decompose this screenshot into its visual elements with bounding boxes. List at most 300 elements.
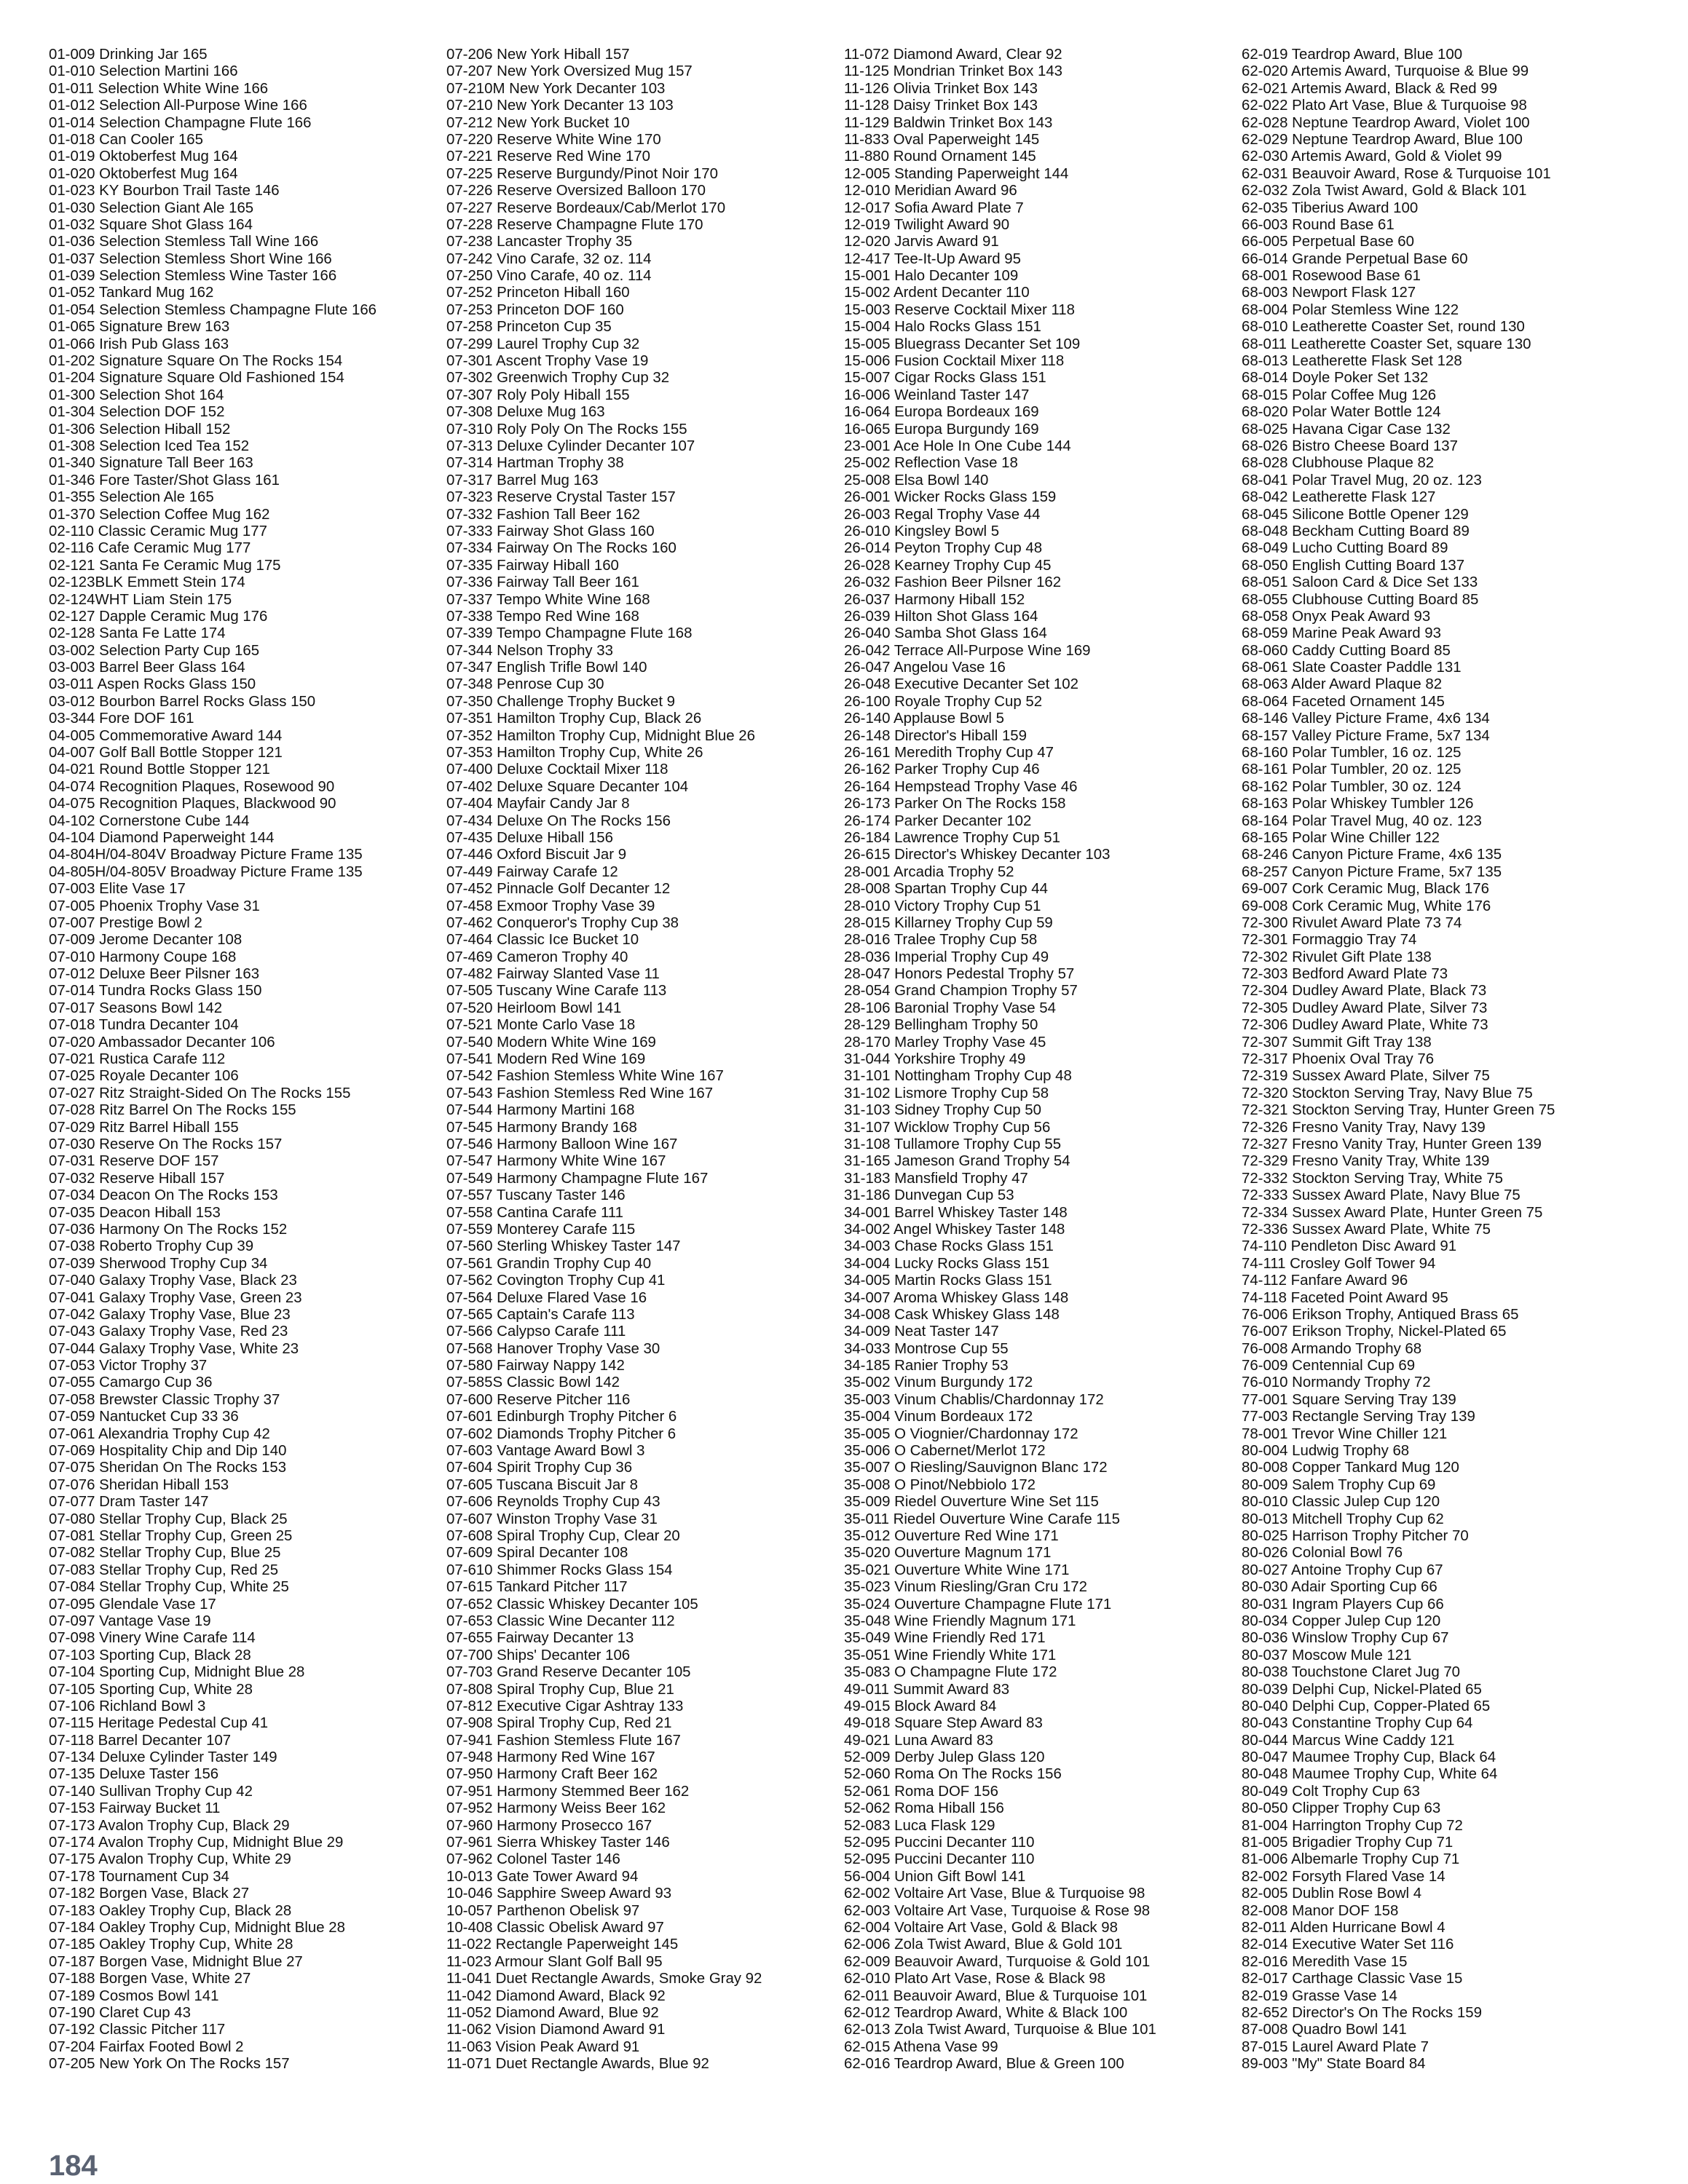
index-entry: 07-174 Avalon Trophy Cup, Midnight Blue 29 bbox=[49, 1835, 344, 1851]
index-entry: 68-050 English Cutting Board 137 bbox=[1242, 557, 1465, 574]
index-entry: 01-037 Selection Stemless Short Wine 166 bbox=[49, 250, 332, 267]
index-entry: 01-011 Selection White Wine 166 bbox=[49, 80, 269, 97]
index-entry: 80-008 Copper Tankard Mug 120 bbox=[1242, 1460, 1459, 1476]
index-entry: 04-804H/04-804V Broadway Picture Frame 135 bbox=[49, 847, 363, 863]
index-entry: 07-007 Prestige Bowl 2 bbox=[49, 914, 202, 931]
index-entry: 69-008 Cork Ceramic Mug, White 176 bbox=[1242, 898, 1491, 914]
index-entry: 07-003 Elite Vase 17 bbox=[49, 881, 186, 898]
index-entry: 68-048 Beckham Cutting Board 89 bbox=[1242, 523, 1470, 539]
index-entry: 35-049 Wine Friendly Red 171 bbox=[844, 1630, 1046, 1647]
index-entry: 68-164 Polar Travel Mug, 40 oz. 123 bbox=[1242, 812, 1482, 829]
index-entry: 07-547 Harmony White Wine 167 bbox=[446, 1153, 666, 1170]
index-entry: 01-020 Oktoberfest Mug 164 bbox=[49, 165, 238, 182]
index-entry: 07-655 Fairway Decanter 13 bbox=[446, 1630, 634, 1647]
index-entry: 25-002 Reflection Vase 18 bbox=[844, 455, 1018, 472]
index-entry: 01-054 Selection Stemless Champagne Flute 166 bbox=[49, 301, 376, 318]
index-entry: 35-048 Wine Friendly Magnum 171 bbox=[844, 1613, 1076, 1629]
index-entry: 80-025 Harrison Trophy Pitcher 70 bbox=[1242, 1527, 1469, 1544]
index-entry: 15-007 Cigar Rocks Glass 151 bbox=[844, 370, 1046, 387]
index-entry: 07-543 Fashion Stemless Red Wine 167 bbox=[446, 1085, 714, 1101]
index-entry: 66-003 Round Base 61 bbox=[1242, 216, 1395, 233]
index-entry: 07-948 Harmony Red Wine 167 bbox=[446, 1749, 655, 1766]
index-entry: 34-001 Barrel Whiskey Taster 148 bbox=[844, 1204, 1068, 1221]
index-entry: 07-084 Stellar Trophy Cup, White 25 bbox=[49, 1579, 289, 1596]
index-entry: 28-047 Honors Pedestal Trophy 57 bbox=[844, 966, 1075, 983]
index-entry: 03-344 Fore DOF 161 bbox=[49, 711, 194, 727]
index-entry: 07-402 Deluxe Square Decanter 104 bbox=[446, 778, 689, 795]
index-entry: 81-004 Harrington Trophy Cup 72 bbox=[1242, 1817, 1463, 1834]
index-entry: 74-110 Pendleton Disc Award 91 bbox=[1242, 1238, 1457, 1255]
index-entry: 01-009 Drinking Jar 165 bbox=[49, 47, 208, 63]
index-entry: 01-030 Selection Giant Ale 165 bbox=[49, 199, 254, 216]
index-entry: 07-250 Vino Carafe, 40 oz. 114 bbox=[446, 268, 652, 285]
index-entry: 03-002 Selection Party Cup 165 bbox=[49, 642, 260, 659]
index-entry: 26-032 Fashion Beer Pilsner 162 bbox=[844, 574, 1062, 591]
index-entry: 23-001 Ace Hole In One Cube 144 bbox=[844, 438, 1071, 454]
index-entry: 72-329 Fresno Vanity Tray, White 139 bbox=[1242, 1153, 1490, 1170]
index-entry: 01-066 Irish Pub Glass 163 bbox=[49, 336, 229, 352]
index-entry: 07-258 Princeton Cup 35 bbox=[446, 319, 612, 336]
index-entry: 49-011 Summit Award 83 bbox=[844, 1681, 1010, 1698]
index-entry: 07-469 Cameron Trophy 40 bbox=[446, 949, 628, 965]
index-entry: 80-043 Constantine Trophy Cup 64 bbox=[1242, 1715, 1473, 1732]
index-entry: 07-462 Conqueror's Trophy Cup 38 bbox=[446, 914, 679, 931]
index-entry: 07-540 Modern White Wine 169 bbox=[446, 1034, 656, 1051]
index-entry: 07-505 Tuscany Wine Carafe 113 bbox=[446, 983, 667, 1000]
index-entry: 12-417 Tee-It-Up Award 95 bbox=[844, 250, 1021, 267]
index-entry: 11-023 Armour Slant Golf Ball 95 bbox=[446, 1953, 663, 1970]
index-entry: 07-220 Reserve White Wine 170 bbox=[446, 131, 661, 148]
index-entry: 11-880 Round Ornament 145 bbox=[844, 149, 1036, 165]
index-entry: 68-160 Polar Tumbler, 16 oz. 125 bbox=[1242, 745, 1462, 761]
index-entry: 07-030 Reserve On The Rocks 157 bbox=[49, 1136, 283, 1152]
index-entry: 35-004 Vinum Bordeaux 172 bbox=[844, 1409, 1033, 1425]
index-entry: 68-061 Slate Coaster Paddle 131 bbox=[1242, 660, 1462, 676]
index-entry: 16-065 Europa Burgundy 169 bbox=[844, 421, 1039, 438]
index-entry: 82-008 Manor DOF 158 bbox=[1242, 1902, 1399, 1919]
index-entry: 68-042 Leatherette Flask 127 bbox=[1242, 489, 1436, 506]
index-entry: 35-083 O Champagne Flute 172 bbox=[844, 1664, 1057, 1681]
index-entry: 01-032 Square Shot Glass 164 bbox=[49, 216, 253, 233]
index-entry: 26-039 Hilton Shot Glass 164 bbox=[844, 608, 1038, 625]
index-entry: 87-008 Quadro Bowl 141 bbox=[1242, 2022, 1407, 2038]
index-entry: 28-001 Arcadia Trophy 52 bbox=[844, 863, 1014, 880]
index-entry: 68-003 Newport Flask 127 bbox=[1242, 285, 1416, 301]
index-entry: 07-226 Reserve Oversized Balloon 170 bbox=[446, 183, 706, 199]
index-entry: 62-002 Voltaire Art Vase, Blue & Turquoise 98 bbox=[844, 1886, 1145, 1902]
index-entry: 07-317 Barrel Mug 163 bbox=[446, 472, 599, 488]
index-entry: 56-004 Union Gift Bowl 141 bbox=[844, 1868, 1026, 1885]
index-entry: 68-015 Polar Coffee Mug 126 bbox=[1242, 387, 1437, 403]
index-entry: 07-580 Fairway Nappy 142 bbox=[446, 1358, 625, 1374]
index-entry: 72-326 Fresno Vanity Tray, Navy 139 bbox=[1242, 1119, 1486, 1136]
index-entry: 07-562 Covington Trophy Cup 41 bbox=[446, 1273, 666, 1289]
index-entry: 31-186 Dunvegan Cup 53 bbox=[844, 1187, 1014, 1204]
index-entry: 72-317 Phoenix Oval Tray 76 bbox=[1242, 1051, 1435, 1068]
index-entry: 62-012 Teardrop Award, White & Black 100 bbox=[844, 2004, 1128, 2021]
index-entry: 72-334 Sussex Award Plate, Hunter Green 75 bbox=[1242, 1204, 1543, 1221]
index-entry: 28-016 Tralee Trophy Cup 58 bbox=[844, 932, 1038, 949]
index-entry: 07-009 Jerome Decanter 108 bbox=[49, 932, 242, 949]
index-entry: 15-001 Halo Decanter 109 bbox=[844, 268, 1019, 285]
index-entry: 72-301 Formaggio Tray 74 bbox=[1242, 932, 1417, 949]
index-entry: 82-019 Grasse Vase 14 bbox=[1242, 1987, 1397, 2004]
index-entry: 26-162 Parker Trophy Cup 46 bbox=[844, 761, 1040, 778]
index-entry: 12-010 Meridian Award 96 bbox=[844, 183, 1017, 199]
index-entry: 72-304 Dudley Award Plate, Black 73 bbox=[1242, 983, 1487, 1000]
index-entry: 72-319 Sussex Award Plate, Silver 75 bbox=[1242, 1068, 1490, 1085]
index-entry: 80-050 Clipper Trophy Cup 63 bbox=[1242, 1800, 1441, 1817]
index-entry: 07-076 Sheridan Hiball 153 bbox=[49, 1476, 229, 1493]
index-entry: 07-044 Galaxy Trophy Vase, White 23 bbox=[49, 1340, 299, 1357]
index-entry: 01-304 Selection DOF 152 bbox=[49, 404, 225, 421]
index-entry: 02-128 Santa Fe Latte 174 bbox=[49, 625, 226, 642]
index-entry: 03-012 Bourbon Barrel Rocks Glass 150 bbox=[49, 693, 316, 710]
index-entry: 72-300 Rivulet Award Plate 73 74 bbox=[1242, 914, 1462, 931]
index-entry: 07-703 Grand Reserve Decanter 105 bbox=[446, 1664, 691, 1681]
index-entry: 07-952 Harmony Weiss Beer 162 bbox=[446, 1800, 666, 1817]
index-entry: 62-004 Voltaire Art Vase, Gold & Black 98 bbox=[844, 1919, 1118, 1936]
index-entry: 81-005 Brigadier Trophy Cup 71 bbox=[1242, 1835, 1454, 1851]
index-entry: 11-041 Duet Rectangle Awards, Smoke Gray 92 bbox=[446, 1971, 762, 1987]
index-entry: 68-014 Doyle Poker Set 132 bbox=[1242, 370, 1429, 387]
index-entry: 26-100 Royale Trophy Cup 52 bbox=[844, 693, 1043, 710]
index-entry: 15-005 Bluegrass Decanter Set 109 bbox=[844, 336, 1081, 352]
index-entry: 07-228 Reserve Champagne Flute 170 bbox=[446, 216, 703, 233]
index-entry: 07-337 Tempo White Wine 168 bbox=[446, 591, 650, 608]
index-entry: 07-041 Galaxy Trophy Vase, Green 23 bbox=[49, 1289, 302, 1306]
index-entry: 07-908 Spiral Trophy Cup, Red 21 bbox=[446, 1715, 672, 1732]
index-entry: 07-950 Harmony Craft Beer 162 bbox=[446, 1766, 658, 1783]
index-entry: 07-521 Monte Carlo Vase 18 bbox=[446, 1017, 636, 1034]
index-entry: 07-040 Galaxy Trophy Vase, Black 23 bbox=[49, 1273, 297, 1289]
index-entry: 68-025 Havana Cigar Case 132 bbox=[1242, 421, 1451, 438]
index-entry: 28-054 Grand Champion Trophy 57 bbox=[844, 983, 1078, 1000]
index-entry: 62-020 Artemis Award, Turquoise & Blue 99 bbox=[1242, 63, 1529, 80]
index-entry: 72-307 Summit Gift Tray 138 bbox=[1242, 1034, 1432, 1051]
index-entry: 07-541 Modern Red Wine 169 bbox=[446, 1051, 646, 1068]
index-entry: 66-014 Grande Perpetual Base 60 bbox=[1242, 250, 1468, 267]
index-entry: 07-812 Executive Cigar Ashtray 133 bbox=[446, 1698, 684, 1714]
index-entry: 68-058 Onyx Peak Award 93 bbox=[1242, 608, 1431, 625]
index-entry: 80-039 Delphi Cup, Nickel-Plated 65 bbox=[1242, 1681, 1482, 1698]
index-entry: 07-027 Ritz Straight-Sided On The Rocks 155 bbox=[49, 1085, 351, 1101]
index-entry: 07-604 Spirit Trophy Cup 36 bbox=[446, 1460, 633, 1476]
index-entry: 07-615 Tankard Pitcher 117 bbox=[446, 1579, 628, 1596]
index-entry: 49-015 Block Award 84 bbox=[844, 1698, 997, 1714]
index-entry: 07-652 Classic Whiskey Decanter 105 bbox=[446, 1596, 698, 1613]
index-entry: 68-064 Faceted Ornament 145 bbox=[1242, 693, 1445, 710]
index-entry: 68-162 Polar Tumbler, 30 oz. 124 bbox=[1242, 778, 1462, 795]
index-entry: 68-001 Rosewood Base 61 bbox=[1242, 268, 1421, 285]
index-entry: 07-585S Classic Bowl 142 bbox=[446, 1374, 620, 1391]
index-entry: 26-042 Terrace All-Purpose Wine 169 bbox=[844, 642, 1091, 659]
index-entry: 62-022 Plato Art Vase, Blue & Turquoise 98 bbox=[1242, 98, 1527, 114]
index-entry: 07-175 Avalon Trophy Cup, White 29 bbox=[49, 1851, 291, 1868]
index-entry: 34-002 Angel Whiskey Taster 148 bbox=[844, 1221, 1065, 1238]
index-entry: 26-164 Hempstead Trophy Vase 46 bbox=[844, 778, 1078, 795]
index-entry: 62-029 Neptune Teardrop Award, Blue 100 bbox=[1242, 131, 1523, 148]
index-entry: 49-018 Square Step Award 83 bbox=[844, 1715, 1043, 1732]
index-entry: 62-011 Beauvoir Award, Blue & Turquoise 101 bbox=[844, 1987, 1148, 2004]
index-entry: 03-003 Barrel Beer Glass 164 bbox=[49, 660, 245, 676]
index-entry: 01-065 Signature Brew 163 bbox=[49, 319, 230, 336]
index-entry: 07-961 Sierra Whiskey Taster 146 bbox=[446, 1835, 670, 1851]
index-entry: 04-021 Round Bottle Stopper 121 bbox=[49, 761, 270, 778]
index-entry: 72-306 Dudley Award Plate, White 73 bbox=[1242, 1017, 1488, 1034]
index-entry: 52-060 Roma On The Rocks 156 bbox=[844, 1766, 1062, 1783]
index-entry: 01-036 Selection Stemless Tall Wine 166 bbox=[49, 234, 319, 250]
index-entry: 15-004 Halo Rocks Glass 151 bbox=[844, 319, 1041, 336]
index-entry: 11-072 Diamond Award, Clear 92 bbox=[844, 47, 1062, 63]
index-entry: 68-010 Leatherette Coaster Set, round 130 bbox=[1242, 319, 1525, 336]
index-entry: 26-174 Parker Decanter 102 bbox=[844, 812, 1032, 829]
index-entry: 07-339 Tempo Champagne Flute 168 bbox=[446, 625, 693, 642]
index-entry: 07-059 Nantucket Cup 33 36 bbox=[49, 1409, 239, 1425]
index-entry: 68-157 Valley Picture Frame, 5x7 134 bbox=[1242, 727, 1490, 744]
index-entry: 07-607 Winston Trophy Vase 31 bbox=[446, 1511, 658, 1527]
index-entry: 07-602 Diamonds Trophy Pitcher 6 bbox=[446, 1425, 677, 1442]
index-entry: 07-336 Fairway Tall Beer 161 bbox=[446, 574, 639, 591]
index-entry: 34-003 Chase Rocks Glass 151 bbox=[844, 1238, 1054, 1255]
index-entry: 35-006 O Cabernet/Merlot 172 bbox=[844, 1443, 1046, 1460]
index-entry: 68-004 Polar Stemless Wine 122 bbox=[1242, 301, 1459, 318]
index-entry: 87-015 Laurel Award Plate 7 bbox=[1242, 2038, 1429, 2055]
index-entry: 07-435 Deluxe Hiball 156 bbox=[446, 829, 613, 846]
index-entry: 07-606 Reynolds Trophy Cup 43 bbox=[446, 1494, 660, 1511]
index-entry: 80-026 Colonial Bowl 76 bbox=[1242, 1545, 1403, 1562]
index-entry: 77-003 Rectangle Serving Tray 139 bbox=[1242, 1409, 1475, 1425]
index-entry: 07-333 Fairway Shot Glass 160 bbox=[446, 523, 655, 539]
index-entry: 01-023 KY Bourbon Trail Taste 146 bbox=[49, 183, 280, 199]
index-entry: 26-010 Kingsley Bowl 5 bbox=[844, 523, 1000, 539]
index-entry: 07-061 Alexandria Trophy Cup 42 bbox=[49, 1425, 270, 1442]
index-entry: 01-039 Selection Stemless Wine Taster 166 bbox=[49, 268, 337, 285]
index-entry: 07-350 Challenge Trophy Bucket 9 bbox=[446, 693, 675, 710]
index-entry: 80-040 Delphi Cup, Copper-Plated 65 bbox=[1242, 1698, 1491, 1714]
index-entry: 07-352 Hamilton Trophy Cup, Midnight Blue 26 bbox=[446, 727, 755, 744]
index-entry: 07-134 Deluxe Cylinder Taster 149 bbox=[49, 1749, 277, 1766]
index-entry: 74-112 Fanfare Award 96 bbox=[1242, 1273, 1408, 1289]
index-entry: 07-299 Laurel Trophy Cup 32 bbox=[446, 336, 640, 352]
index-entry: 35-021 Ouverture White Wine 171 bbox=[844, 1562, 1070, 1578]
index-entry: 04-805H/04-805V Broadway Picture Frame 135 bbox=[49, 863, 363, 880]
index-entry: 12-019 Twilight Award 90 bbox=[844, 216, 1010, 233]
index-entry: 07-098 Vinery Wine Carafe 114 bbox=[49, 1630, 256, 1647]
index-entry: 11-128 Daisy Trinket Box 143 bbox=[844, 98, 1038, 114]
index-entry: 07-610 Shimmer Rocks Glass 154 bbox=[446, 1562, 673, 1578]
index-entry: 07-568 Hanover Trophy Vase 30 bbox=[446, 1340, 660, 1357]
index-entry: 07-951 Harmony Stemmed Beer 162 bbox=[446, 1783, 690, 1800]
index-entry: 04-074 Recognition Plaques, Rosewood 90 bbox=[49, 778, 335, 795]
index-entry: 07-042 Galaxy Trophy Vase, Blue 23 bbox=[49, 1306, 291, 1323]
index-entry: 07-353 Hamilton Trophy Cup, White 26 bbox=[446, 745, 703, 761]
index-entry: 11-042 Diamond Award, Black 92 bbox=[446, 1987, 666, 2004]
index-entry: 26-001 Wicker Rocks Glass 159 bbox=[844, 489, 1057, 506]
index-entry: 11-052 Diamond Award, Blue 92 bbox=[446, 2004, 659, 2021]
index-entry: 52-095 Puccini Decanter 110 bbox=[844, 1851, 1035, 1868]
index-entry: 26-048 Executive Decanter Set 102 bbox=[844, 676, 1078, 693]
index-entry: 28-008 Spartan Trophy Cup 44 bbox=[844, 881, 1048, 898]
index-entry: 07-058 Brewster Classic Trophy 37 bbox=[49, 1391, 280, 1408]
index-column-2 bbox=[446, 47, 840, 2073]
index-entry: 07-310 Roly Poly On The Rocks 155 bbox=[446, 421, 687, 438]
index-entry: 62-031 Beauvoir Award, Rose & Turquoise 101 bbox=[1242, 165, 1551, 182]
index-entry: 07-700 Ships' Decanter 106 bbox=[446, 1647, 631, 1663]
index-entry: 68-060 Caddy Cutting Board 85 bbox=[1242, 642, 1451, 659]
index-entry: 01-355 Selection Ale 165 bbox=[49, 489, 214, 506]
index-entry: 62-032 Zola Twist Award, Gold & Black 101 bbox=[1242, 183, 1527, 199]
index-entry: 62-010 Plato Art Vase, Rose & Black 98 bbox=[844, 1971, 1105, 1987]
index-entry: 35-011 Riedel Ouverture Wine Carafe 115 bbox=[844, 1511, 1120, 1527]
index-entry: 07-348 Penrose Cup 30 bbox=[446, 676, 604, 693]
index-entry: 80-037 Moscow Mule 121 bbox=[1242, 1647, 1412, 1663]
index-entry: 68-013 Leatherette Flask Set 128 bbox=[1242, 353, 1462, 370]
index-entry: 35-051 Wine Friendly White 171 bbox=[844, 1647, 1057, 1663]
index-entry: 07-104 Sporting Cup, Midnight Blue 28 bbox=[49, 1664, 305, 1681]
index-entry: 35-007 O Riesling/Sauvignon Blanc 172 bbox=[844, 1460, 1108, 1476]
index-entry: 68-045 Silicone Bottle Opener 129 bbox=[1242, 506, 1469, 523]
index-entry: 34-033 Montrose Cup 55 bbox=[844, 1340, 1009, 1357]
index-entry: 68-026 Bistro Cheese Board 137 bbox=[1242, 438, 1458, 454]
index-entry: 26-173 Parker On The Rocks 158 bbox=[844, 796, 1066, 812]
index-entry: 07-069 Hospitality Chip and Dip 140 bbox=[49, 1443, 287, 1460]
index-entry: 07-549 Harmony Champagne Flute 167 bbox=[446, 1170, 709, 1187]
index-entry: 07-449 Fairway Carafe 12 bbox=[446, 863, 618, 880]
index-entry: 80-036 Winslow Trophy Cup 67 bbox=[1242, 1630, 1449, 1647]
index-entry: 02-110 Classic Ceramic Mug 177 bbox=[49, 523, 267, 539]
index-entry: 80-004 Ludwig Trophy 68 bbox=[1242, 1443, 1410, 1460]
index-entry: 07-097 Vantage Vase 19 bbox=[49, 1613, 211, 1629]
index-entry: 72-333 Sussex Award Plate, Navy Blue 75 bbox=[1242, 1187, 1521, 1204]
index-entry: 15-002 Ardent Decanter 110 bbox=[844, 285, 1030, 301]
index-entry: 07-253 Princeton DOF 160 bbox=[446, 301, 624, 318]
index-entry: 28-015 Killarney Trophy Cup 59 bbox=[844, 914, 1053, 931]
index-entry: 35-008 O Pinot/Nebbiolo 172 bbox=[844, 1476, 1036, 1493]
index-entry: 07-106 Richland Bowl 3 bbox=[49, 1698, 206, 1714]
index-entry: 07-018 Tundra Decanter 104 bbox=[49, 1017, 239, 1034]
index-entry: 07-005 Phoenix Trophy Vase 31 bbox=[49, 898, 260, 914]
index-entry: 07-081 Stellar Trophy Cup, Green 25 bbox=[49, 1527, 293, 1544]
index-entry: 07-605 Tuscana Biscuit Jar 8 bbox=[446, 1476, 638, 1493]
index-entry: 07-036 Harmony On The Rocks 152 bbox=[49, 1221, 288, 1238]
index-entry: 15-003 Reserve Cocktail Mixer 118 bbox=[844, 301, 1075, 318]
page-number: 184 bbox=[49, 2150, 98, 2182]
index-entry: 01-204 Signature Square Old Fashioned 154 bbox=[49, 370, 344, 387]
index-entry: 80-010 Classic Julep Cup 120 bbox=[1242, 1494, 1440, 1511]
index-entry: 01-340 Signature Tall Beer 163 bbox=[49, 455, 253, 472]
index-entry: 26-003 Regal Trophy Vase 44 bbox=[844, 506, 1041, 523]
index-entry: 62-016 Teardrop Award, Blue & Green 100 bbox=[844, 2056, 1124, 2073]
index-entry: 07-558 Cantina Carafe 111 bbox=[446, 1204, 623, 1221]
index-entry: 07-560 Sterling Whiskey Taster 147 bbox=[446, 1238, 681, 1255]
index-entry: 74-118 Faceted Point Award 95 bbox=[1242, 1289, 1448, 1306]
index-entry: 07-962 Colonel Taster 146 bbox=[446, 1851, 620, 1868]
index-entry: 07-032 Reserve Hiball 157 bbox=[49, 1170, 225, 1187]
index-entry: 01-370 Selection Coffee Mug 162 bbox=[49, 506, 270, 523]
index-entry: 07-308 Deluxe Mug 163 bbox=[446, 404, 605, 421]
index-entry: 07-225 Reserve Burgundy/Pinot Noir 170 bbox=[446, 165, 718, 182]
index-entry: 07-351 Hamilton Trophy Cup, Black 26 bbox=[446, 711, 702, 727]
index-entry: 80-044 Marcus Wine Caddy 121 bbox=[1242, 1732, 1455, 1749]
index-entry: 07-452 Pinnacle Golf Decanter 12 bbox=[446, 881, 671, 898]
index-entry: 07-482 Fairway Slanted Vase 11 bbox=[446, 966, 660, 983]
index-entry: 07-025 Royale Decanter 106 bbox=[49, 1068, 239, 1085]
index-entry: 07-115 Heritage Pedestal Cup 41 bbox=[49, 1715, 269, 1732]
index-entry: 82-014 Executive Water Set 116 bbox=[1242, 1936, 1454, 1953]
index-entry: 07-053 Victor Trophy 37 bbox=[49, 1358, 208, 1374]
index-entry: 07-458 Exmoor Trophy Vase 39 bbox=[446, 898, 655, 914]
index-entry: 07-153 Fairway Bucket 11 bbox=[49, 1800, 221, 1817]
index-entry: 07-212 New York Bucket 10 bbox=[446, 114, 630, 131]
index-entry: 07-055 Camargo Cup 36 bbox=[49, 1374, 213, 1391]
index-entry: 62-015 Athena Vase 99 bbox=[844, 2038, 998, 2055]
index-entry: 52-095 Puccini Decanter 110 bbox=[844, 1835, 1035, 1851]
index-entry: 62-003 Voltaire Art Vase, Turquoise & Rose 98 bbox=[844, 1902, 1151, 1919]
index-entry: 07-301 Ascent Trophy Vase 19 bbox=[446, 353, 649, 370]
index-entry: 81-006 Albemarle Trophy Cup 71 bbox=[1242, 1851, 1460, 1868]
index-entry: 26-014 Peyton Trophy Cup 48 bbox=[844, 540, 1043, 557]
index-entry: 16-006 Weinland Taster 147 bbox=[844, 387, 1030, 403]
index-entry: 35-002 Vinum Burgundy 172 bbox=[844, 1374, 1033, 1391]
index-entry: 34-007 Aroma Whiskey Glass 148 bbox=[844, 1289, 1069, 1306]
index-entry: 28-170 Marley Trophy Vase 45 bbox=[844, 1034, 1046, 1051]
index-entry: 02-127 Dapple Ceramic Mug 176 bbox=[49, 608, 268, 625]
index-entry: 25-008 Elsa Bowl 140 bbox=[844, 472, 989, 488]
index-entry: 07-189 Cosmos Bowl 141 bbox=[49, 1987, 219, 2004]
index-entry: 07-185 Oakley Trophy Cup, White 28 bbox=[49, 1936, 293, 1953]
index-entry: 68-020 Polar Water Bottle 124 bbox=[1242, 404, 1441, 421]
index-entry: 07-187 Borgen Vase, Midnight Blue 27 bbox=[49, 1953, 303, 1970]
index-entry: 07-207 New York Oversized Mug 157 bbox=[446, 63, 693, 80]
index-entry: 07-653 Classic Wine Decanter 112 bbox=[446, 1613, 675, 1629]
index-entry: 07-080 Stellar Trophy Cup, Black 25 bbox=[49, 1511, 288, 1527]
index-entry: 12-005 Standing Paperweight 144 bbox=[844, 165, 1069, 182]
index-entry: 10-046 Sapphire Sweep Award 93 bbox=[446, 1886, 672, 1902]
index-entry: 07-021 Rustica Carafe 112 bbox=[49, 1051, 226, 1068]
index-entry: 34-185 Ranier Trophy 53 bbox=[844, 1358, 1009, 1374]
index-entry: 07-188 Borgen Vase, White 27 bbox=[49, 1971, 251, 1987]
index-entry: 77-001 Square Serving Tray 139 bbox=[1242, 1391, 1456, 1408]
index-entry: 04-104 Diamond Paperweight 144 bbox=[49, 829, 275, 846]
index-entry: 89-003 "My" State Board 84 bbox=[1242, 2056, 1426, 2073]
index-entry: 62-021 Artemis Award, Black & Red 99 bbox=[1242, 80, 1497, 97]
index-entry: 07-082 Stellar Trophy Cup, Blue 25 bbox=[49, 1545, 281, 1562]
index-entry: 01-306 Selection Hiball 152 bbox=[49, 421, 231, 438]
index-entry: 11-063 Vision Peak Award 91 bbox=[446, 2038, 640, 2055]
index-entry: 07-020 Ambassador Decanter 106 bbox=[49, 1034, 275, 1051]
index-entry: 02-121 Santa Fe Ceramic Mug 175 bbox=[49, 557, 281, 574]
index-entry: 07-221 Reserve Red Wine 170 bbox=[446, 149, 650, 165]
index-entry: 07-338 Tempo Red Wine 168 bbox=[446, 608, 639, 625]
index-entry: 12-017 Sofia Award Plate 7 bbox=[844, 199, 1024, 216]
index-entry: 80-009 Salem Trophy Cup 69 bbox=[1242, 1476, 1436, 1493]
index-entry: 26-047 Angelou Vase 16 bbox=[844, 660, 1006, 676]
index-entry: 31-101 Nottingham Trophy Cup 48 bbox=[844, 1068, 1072, 1085]
index-entry: 07-075 Sheridan On The Rocks 153 bbox=[49, 1460, 287, 1476]
index-entry: 07-557 Tuscany Taster 146 bbox=[446, 1187, 626, 1204]
index-entry: 68-051 Saloon Card & Dice Set 133 bbox=[1242, 574, 1478, 591]
index-entry: 62-006 Zola Twist Award, Blue & Gold 101 bbox=[844, 1936, 1123, 1953]
index-entry: 07-014 Tundra Rocks Glass 150 bbox=[49, 983, 262, 1000]
index-entry: 80-027 Antoine Trophy Cup 67 bbox=[1242, 1562, 1443, 1578]
index-entry: 28-010 Victory Trophy Cup 51 bbox=[844, 898, 1041, 914]
index-entry: 07-808 Spiral Trophy Cup, Blue 21 bbox=[446, 1681, 674, 1698]
index-entry: 80-049 Colt Trophy Cup 63 bbox=[1242, 1783, 1420, 1800]
index-entry: 34-008 Cask Whiskey Glass 148 bbox=[844, 1306, 1060, 1323]
index-entry: 07-302 Greenwich Trophy Cup 32 bbox=[446, 370, 670, 387]
index-entry: 04-102 Cornerstone Cube 144 bbox=[49, 812, 250, 829]
